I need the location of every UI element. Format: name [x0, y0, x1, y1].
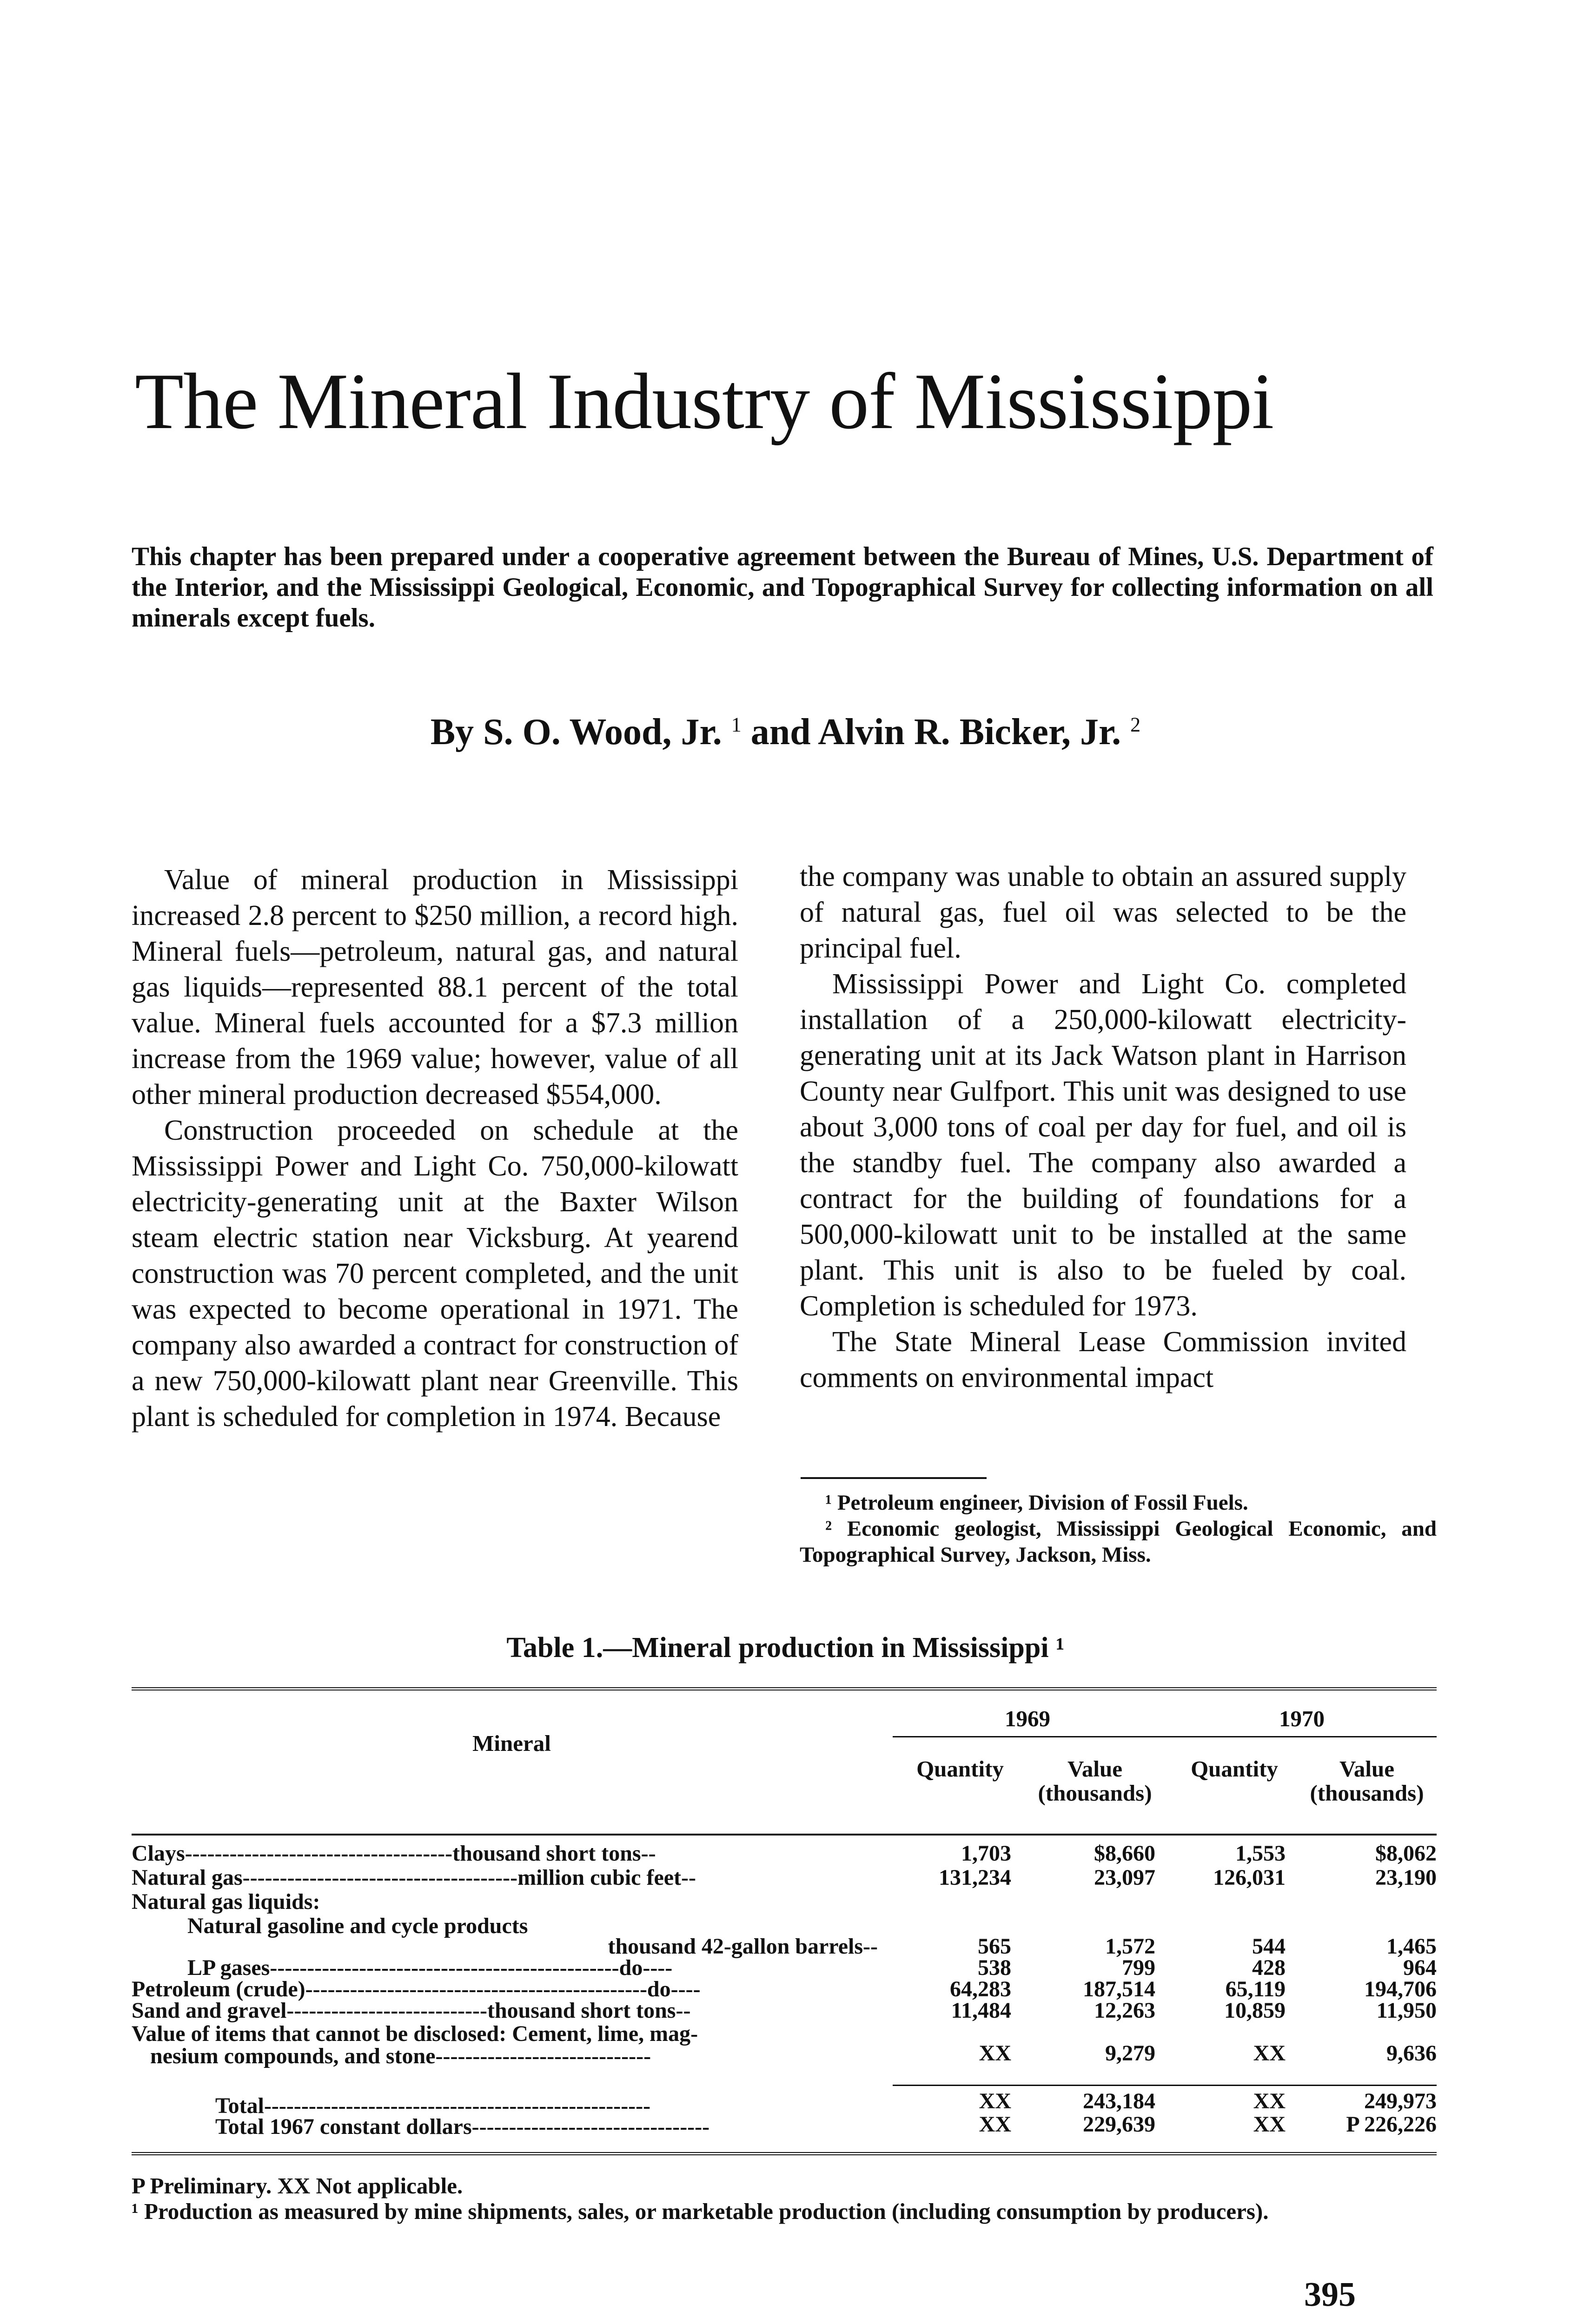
row-label: Clays [132, 1841, 185, 1866]
cell: 1,703 [961, 1841, 1011, 1866]
paragraph: The State Mineral Lease Commission invited comments on environmental impact [800, 1326, 1406, 1393]
table-row: Natural gas-------------------------------------million cubic feet-- [132, 1865, 696, 1890]
page-number: 395 [1304, 2276, 1356, 2314]
cell: 538 [978, 1955, 1011, 1980]
body-column-right [800, 859, 1406, 1396]
cell: 65,119 [1225, 1977, 1286, 2001]
cell: 799 [1122, 1955, 1155, 1980]
year-rule [893, 1736, 1437, 1737]
author-2-footnote-ref: 2 [1130, 713, 1141, 736]
paragraph: Mississippi Power and Light Co. completed installation of a 250,000-kilowatt electricity-generating unit at its Jack Watson plant in Harrison County near Gulfport. This unit was designed to use about 3,000 tons of coal per day for fuel, and oil is the standby fuel. The company also awarded a contract for the building of foundations for a 500,000-kilowatt unit to be installed at the same plant. This unit is also to be fueled by coal. Completion is scheduled for 1973. [800, 968, 1406, 1322]
cell: 428 [1252, 1955, 1286, 1980]
row-unit: thousand short tons [452, 1841, 641, 1866]
cell: 249,973 [1364, 2089, 1437, 2113]
cell: 243,184 [1083, 2089, 1155, 2113]
body-column-left [132, 862, 738, 1435]
cell: 187,514 [1083, 1977, 1155, 2001]
table-row: Clays------------------------------------thousand short tons-- [132, 1841, 656, 1866]
cell: 131,234 [939, 1865, 1011, 1890]
cell: 9,279 [1105, 2041, 1155, 2066]
header-quantity-1970: Quantity [1191, 1756, 1278, 1782]
table-note: P Preliminary. XX Not applicable. [132, 2173, 463, 2199]
cell: XX [1253, 2089, 1286, 2113]
cell: 23,097 [1094, 1865, 1155, 1890]
cell: 194,706 [1364, 1977, 1437, 2001]
cell: 11,484 [951, 1998, 1011, 2023]
author-2: and Alvin R. Bicker, Jr. [741, 712, 1121, 753]
row-unit: do [647, 1977, 671, 2001]
table-bottom-rule [132, 2152, 1437, 2155]
cell: 565 [978, 1934, 1011, 1959]
cell: P 226,226 [1346, 2112, 1437, 2137]
table-row: Total---------------------------------------------------- [215, 2093, 651, 2118]
cell: 1,465 [1386, 1934, 1437, 1959]
row-unit: thousand 42-gallon barrels [608, 1934, 863, 1959]
header-quantity-1969: Quantity [916, 1756, 1004, 1782]
table-title: Table 1.—Mineral production in Mississippi ¹ [506, 1632, 1065, 1664]
footnote: ² Economic geologist, Mississippi Geological Economic, and Topographical Survey, Jackson, Miss. [800, 1517, 1437, 1567]
cell: 23,190 [1375, 1865, 1437, 1890]
cell: 12,263 [1094, 1998, 1155, 2023]
cell: 544 [1252, 1934, 1286, 1959]
cell: $8,660 [1094, 1841, 1155, 1866]
cell: XX [979, 2112, 1011, 2137]
footnote: ¹ Petroleum engineer, Division of Fossil Fuels. [825, 1491, 1248, 1515]
table-note: ¹ Production as measured by mine shipments, sales, or marketable production (including consumption by producers). [132, 2199, 1269, 2224]
table-row: Natural gas liquids: [132, 1889, 320, 1914]
table-top-rule [132, 1687, 1437, 1690]
row-label: Sand and gravel [132, 1998, 287, 2023]
footnotes [800, 1490, 1437, 1568]
paragraph: the company was unable to obtain an assured supply of natural gas, fuel oil was selected to be the principal fuel. [800, 861, 1406, 964]
paragraph: Value of mineral production in Mississippi increased 2.8 percent to $250 million, a record high. Mineral fuels—petroleum, natural gas, and natural gas liquids—represented 88.1 percent of the total value. Mineral fuels accounted for a $7.3 million increase from the 1969 value; however, value of all other mineral production decreased $554,000. [132, 864, 738, 1110]
cell: $8,062 [1375, 1841, 1437, 1866]
total-rule [893, 2085, 1437, 2086]
byline [0, 711, 1571, 753]
table-row: Sand and gravel---------------------------thousand short tons-- [132, 1998, 691, 2023]
cooperative-agreement-note: This chapter has been prepared under a cooperative agreement between the Bureau of Mines, U.S. Department of the Interior, and the Mississippi Geological, Economic, and Topographical Survey for collecting information on all minerals except fuels. [132, 542, 1433, 633]
cell: 10,859 [1224, 1998, 1286, 2023]
header-year-1969: 1969 [1005, 1706, 1050, 1731]
author-1-footnote-ref: 1 [731, 713, 742, 736]
table-row: Total 1967 constant dollars-------------------------------- [215, 2114, 710, 2139]
cell: 126,031 [1213, 1865, 1286, 1890]
cell: XX [1253, 2041, 1286, 2066]
cell: 9,636 [1386, 2041, 1437, 2066]
author-1: By S. O. Wood, Jr. [430, 712, 722, 753]
cell: XX [979, 2041, 1011, 2066]
cell: 1,553 [1235, 1841, 1286, 1866]
table-row: nesium compounds, and stone----------------------------- [150, 2044, 651, 2068]
row-label: Total [215, 2093, 264, 2118]
cell: 1,572 [1105, 1934, 1155, 1959]
row-label: Natural gas [132, 1865, 243, 1890]
cell: XX [979, 2089, 1011, 2113]
table-row: Petroleum (crude)----------------------------------------------do---- [132, 1977, 701, 2001]
table-row: Value of items that cannot be disclosed: Cement, lime, mag- [132, 2021, 698, 2046]
table-row: thousand 42-gallon barrels-- [608, 1934, 878, 1959]
table-row: LP gases-----------------------------------------------do---- [187, 1955, 673, 1980]
row-label: nesium compounds, and stone [150, 2044, 436, 2068]
header-value-1970: Value (thousands) [1310, 1756, 1424, 1806]
row-unit: do [619, 1955, 643, 1980]
cell: 64,283 [950, 1977, 1011, 2001]
paragraph: Construction proceeded on schedule at the Mississippi Power and Light Co. 750,000-kilowatt electricity-generating unit at the Baxter Wilson steam electric station near Vicksburg. At yearend construction was 70 percent completed, and the unit was expected to become operational in 1971. The company also awarded a contract for construction of a new 750,000-kilowatt plant near Greenville. This plant is scheduled for completion in 1974. Because [132, 1115, 738, 1433]
header-mineral: Mineral [472, 1730, 551, 1756]
row-unit: thousand short tons [487, 1998, 676, 2023]
row-label: Petroleum (crude) [132, 1977, 305, 2001]
page-title: The Mineral Industry of Mississippi [135, 357, 1274, 446]
header-bottom-rule [132, 1834, 1437, 1835]
cell: 229,639 [1083, 2112, 1155, 2137]
header-year-1970: 1970 [1279, 1706, 1325, 1731]
row-label: Total 1967 constant dollars [215, 2114, 472, 2139]
cell: 11,950 [1376, 1998, 1437, 2023]
footnote-rule [801, 1477, 987, 1479]
cell: XX [1253, 2112, 1286, 2137]
table-notes [132, 2173, 1437, 2224]
row-unit: million cubic feet [517, 1865, 682, 1890]
cell: 964 [1403, 1955, 1437, 1980]
header-value-1969: Value (thousands) [1038, 1756, 1152, 1806]
table-row: Natural gasoline and cycle products [187, 1914, 528, 1938]
row-label: LP gases [187, 1955, 270, 1980]
